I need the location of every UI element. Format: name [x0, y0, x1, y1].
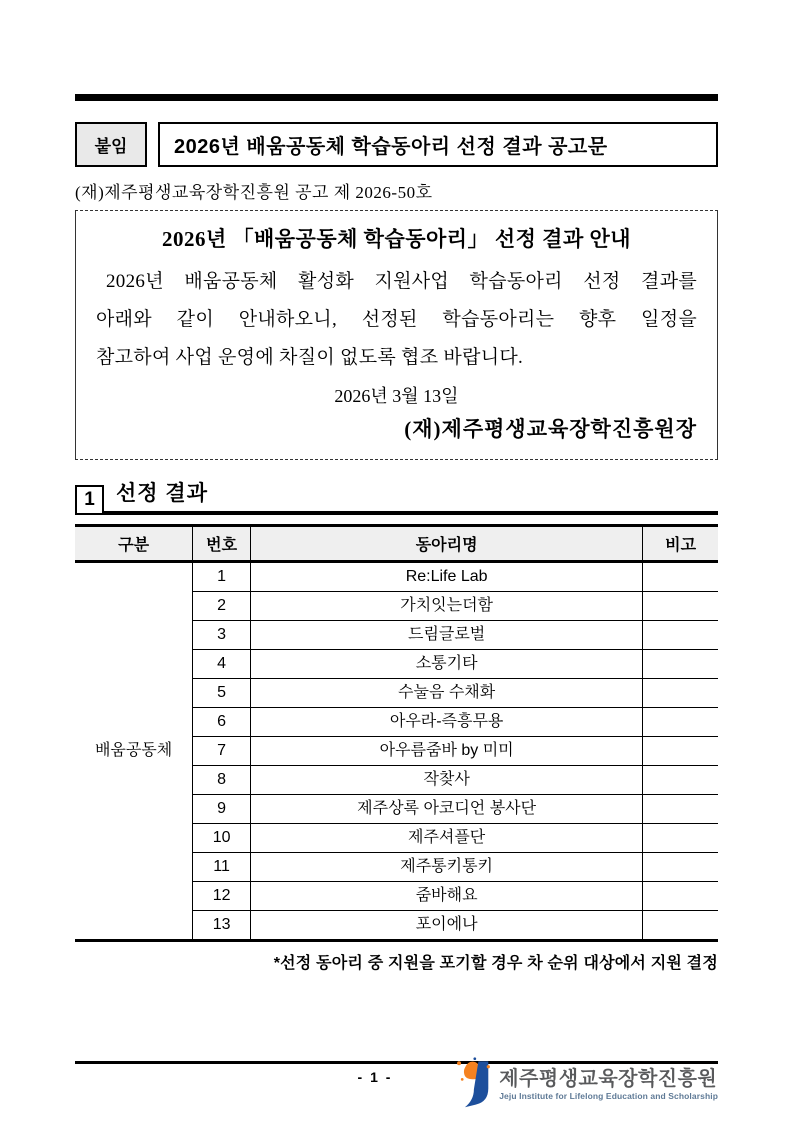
attachment-label: 붙임 [94, 137, 128, 156]
club-name-cell: 소통기타 [251, 650, 643, 679]
club-name-cell: 제주상록 아코디언 봉사단 [251, 795, 643, 824]
club-number-cell: 6 [193, 708, 251, 737]
organization-name-block [499, 1056, 718, 1101]
column-header-category: 구분 [75, 526, 193, 562]
club-number-cell: 4 [193, 650, 251, 679]
organization-name-english: Jeju Institute for Lifelong Education and Scholarship [499, 1091, 718, 1101]
note-cell [643, 679, 718, 708]
table-footnote: *선정 동아리 중 지원을 포기할 경우 차 순위 대상에서 지원 결정 [273, 955, 718, 972]
club-number-cell: 2 [193, 592, 251, 621]
club-name-cell: 제주통키통키 [251, 853, 643, 882]
club-number-cell: 3 [193, 621, 251, 650]
announcement-body-line: 아래와 같이 안내하오니, 선정된 학습동아리는 향후 일정을 [96, 309, 697, 330]
club-number-cell: 11 [193, 853, 251, 882]
announcement-title: 2026년 「배움공동체 학습동아리」 선정 결과 안내 [161, 227, 632, 251]
section-header [75, 477, 718, 515]
announcement-signature: (재)제주평생교육장학진흥원장 [404, 417, 697, 441]
note-cell [643, 621, 718, 650]
club-name-cell: 가치잇는더함 [251, 592, 643, 621]
organization-name-korean: 제주평생교육장학진흥원 [499, 1068, 718, 1090]
announcement-body [96, 263, 697, 377]
notice-number: (재)제주평생교육장학진흥원 공고 제 2026-50호 [75, 183, 433, 202]
club-name-cell: 작찾사 [251, 766, 643, 795]
document-title: 2026년 배움공동체 학습동아리 선정 결과 공고문 [174, 136, 608, 158]
announcement-body-line: 2026년 배움공동체 활성화 지원사업 학습동아리 선정 결과를 [106, 271, 697, 292]
note-cell [643, 911, 718, 941]
note-cell [643, 824, 718, 853]
column-header-club-name: 동아리명 [251, 526, 643, 562]
attachment-header [75, 122, 718, 167]
note-cell [643, 737, 718, 766]
note-cell [643, 882, 718, 911]
note-cell [643, 853, 718, 882]
section-title-underline [104, 477, 718, 515]
note-cell [643, 795, 718, 824]
club-name-cell: 줌바해요 [251, 882, 643, 911]
column-header-number: 번호 [193, 526, 251, 562]
note-cell [643, 766, 718, 795]
announcement-box [75, 210, 718, 460]
organization-logo-icon [455, 1056, 491, 1110]
club-number-cell: 1 [193, 562, 251, 592]
club-name-cell: 수눌음 수채화 [251, 679, 643, 708]
announcement-body-line: 참고하여 사업 운영에 차질이 없도록 협조 바랍니다. [96, 347, 524, 368]
club-name-cell: 포이에나 [251, 911, 643, 941]
club-number-cell: 13 [193, 911, 251, 941]
top-divider-bar [75, 94, 718, 101]
section-title: 선정 결과 [116, 482, 208, 505]
note-cell [643, 592, 718, 621]
club-number-cell: 5 [193, 679, 251, 708]
page-number: - 1 - [357, 1069, 393, 1085]
category-cell: 배움공동체 [94, 742, 173, 759]
column-header-note: 비고 [643, 526, 718, 562]
club-name-cell: 제주셔플단 [251, 824, 643, 853]
table-row [75, 562, 718, 592]
note-cell [643, 562, 718, 592]
section-number: 1 [84, 489, 95, 510]
page-footer [75, 1061, 718, 1101]
club-number-cell: 10 [193, 824, 251, 853]
club-number-cell: 7 [193, 737, 251, 766]
club-number-cell: 8 [193, 766, 251, 795]
club-number-cell: 9 [193, 795, 251, 824]
club-name-cell: 아우름줌바 by 미미 [251, 737, 643, 766]
organization-logo [455, 1056, 718, 1110]
attachment-label-box [75, 122, 147, 167]
results-table [75, 524, 718, 942]
announcement-date: 2026년 3월 13일 [334, 386, 459, 406]
note-cell [643, 650, 718, 679]
club-number-cell: 12 [193, 882, 251, 911]
section-number-box [75, 485, 104, 515]
club-name-cell: Re:Life Lab [251, 562, 643, 592]
table-header-row [75, 526, 718, 562]
results-table-body [75, 562, 718, 941]
document-content [75, 0, 718, 973]
club-name-cell: 아우라-즉흥무용 [251, 708, 643, 737]
club-name-cell: 드림글로벌 [251, 621, 643, 650]
document-title-box [158, 122, 718, 167]
note-cell [643, 708, 718, 737]
